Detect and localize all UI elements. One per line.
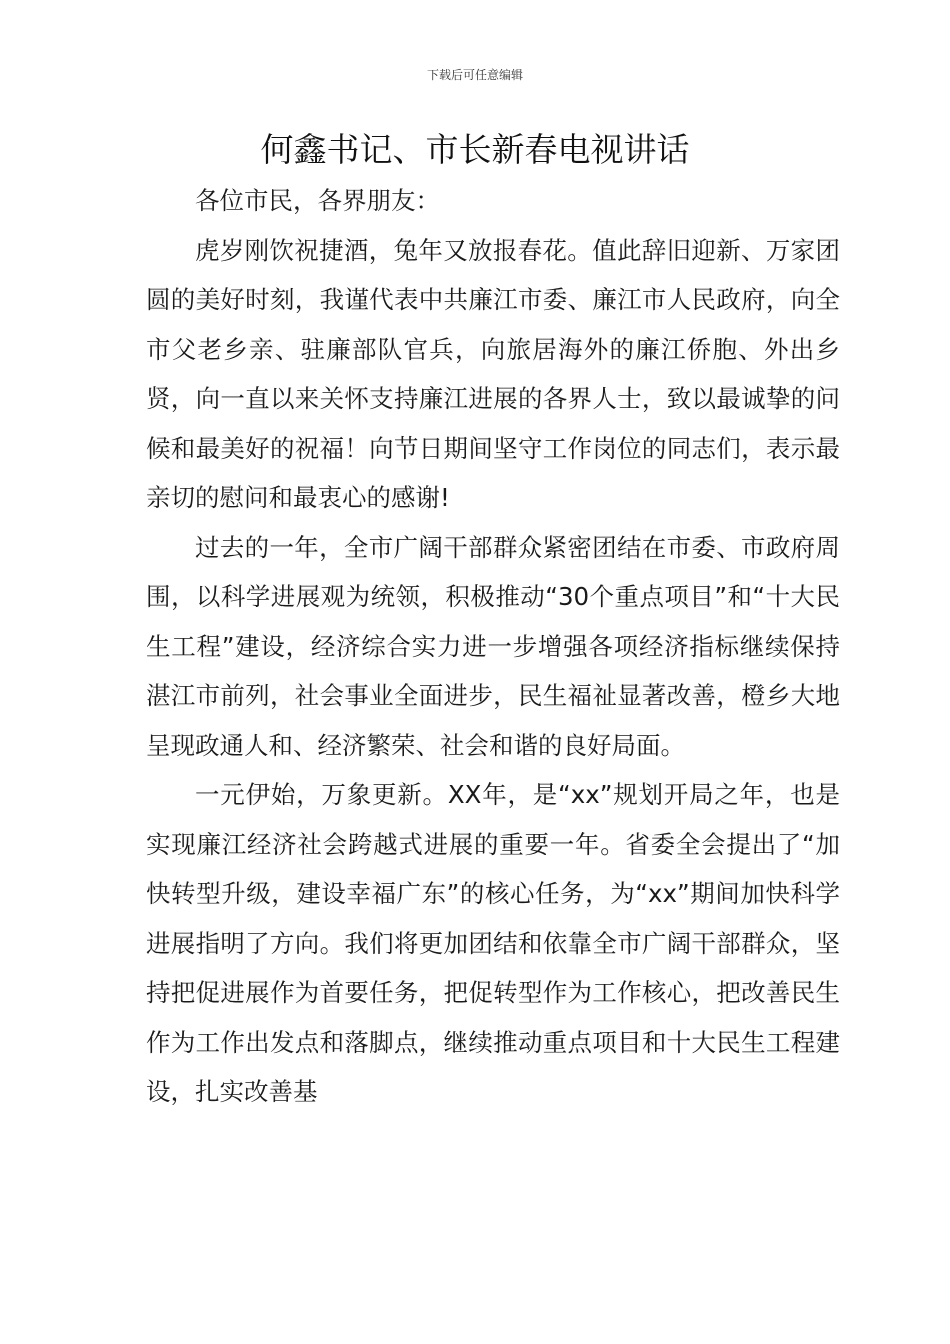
paragraph-2: 过去的一年，全市广阔干部群众紧密团结在市委、市政府周围，以科学进展观为统领，积极推动“30个重点项目”和“十大民生工程”建设，经济综合实力进一步增强各项经济指标继续保持湛江市前列，社会事业全面进步，民生福祉显著改善，橙乡大地呈现政通人和、经济繁荣、社会和谐的良好局面。 (146, 532, 840, 760)
paragraph-1: 虎岁刚饮祝捷酒，兔年又放报春花。值此辞旧迎新、万家团圆的美好时刻，我谨代表中共廉江市委、廉江市人民政府，向全市父老乡亲、驻廉部队官兵，向旅居海外的廉江侨胞、外出乡贤，向一直以来关怀支持廉江进展的各界人士，致以最诚挚的问候和最美好的祝福！向节日期间坚守工作岗位的同志们，表示最亲切的慰问和最衷心的感谢! (146, 235, 840, 512)
paragraph-3: 一元伊始，万象更新。XX年，是“xx”规划开局之年，也是实现廉江经济社会跨越式进展的重要一年。省委全会提出了“加快转型升级，建设幸福广东”的核心任务，为“xx”期间加快科学进展指明了方向。我们将更加团结和依靠全市广阔干部群众，坚持把促进展作为首要任务，把促转型作为工作核心，把改善民生作为工作出发点和落脚点，继续推动重点项目和十大民生工程建设，扎实改善基 (146, 780, 840, 1106)
document-title: 何鑫书记、市长新春电视讲话 (260, 130, 690, 169)
header-note: 下载后可任意编辑 (426, 68, 523, 82)
document-body (146, 176, 840, 1117)
salutation: 各位市民，各界朋友： (195, 186, 440, 215)
